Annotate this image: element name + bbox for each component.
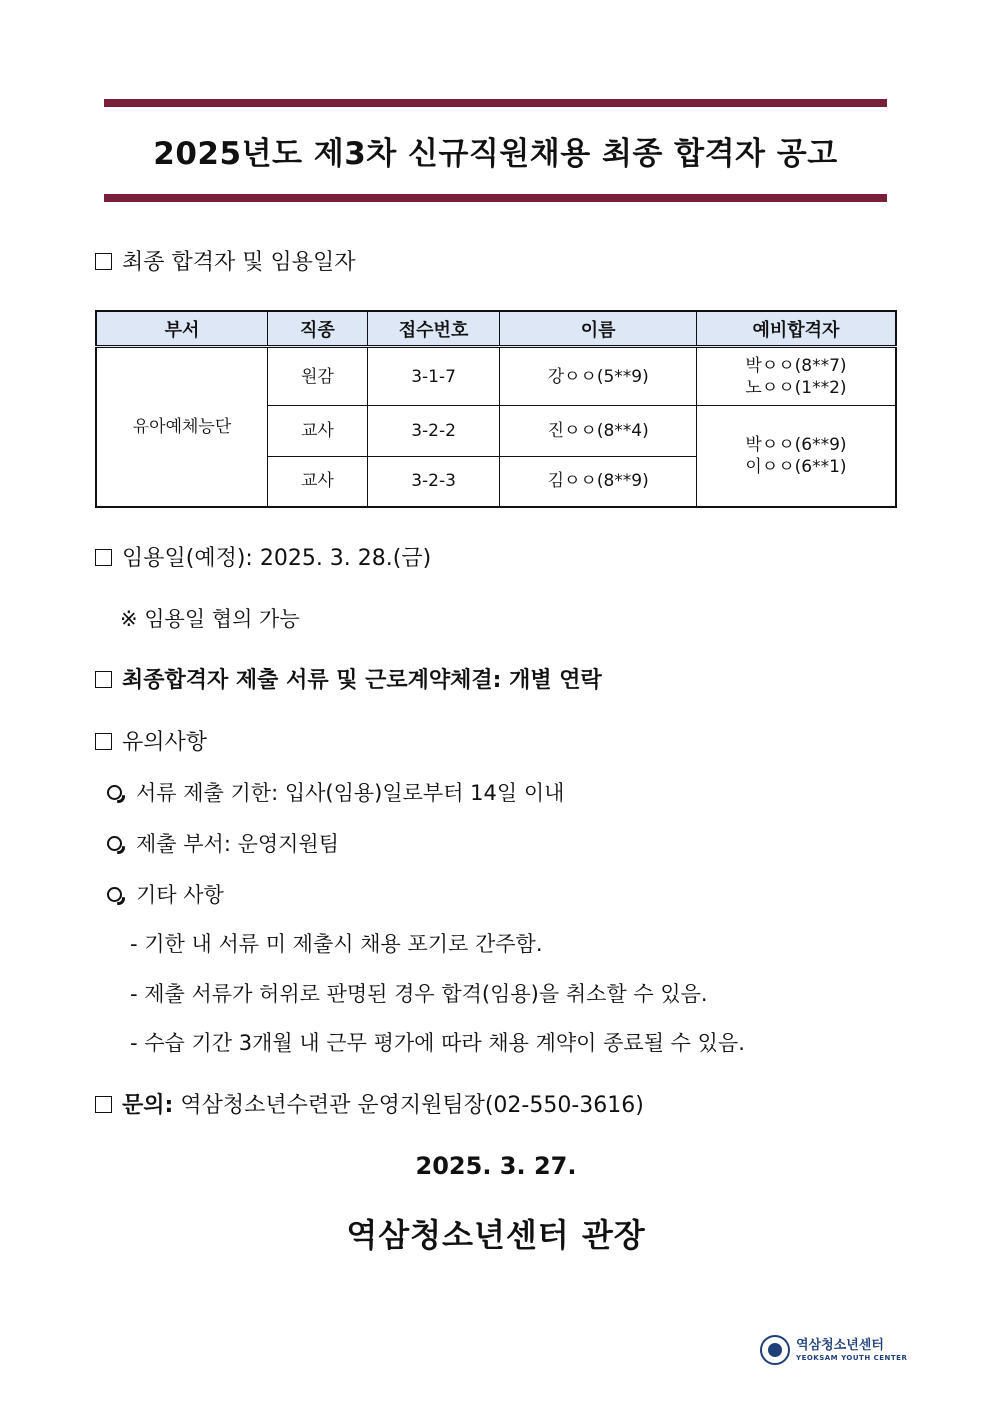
section-notes [95, 725, 207, 756]
announcement-date: 2025. 3. 27. [415, 1152, 577, 1180]
job-cell: 원감 [268, 347, 368, 406]
title-top-bar [104, 99, 887, 107]
title-bottom-bar [104, 194, 887, 202]
circle-bullet-icon [107, 785, 122, 800]
section-heading: 임용일(예정): 2025. 3. 28.(금) [122, 546, 432, 571]
signer: 역삼청소년센터 관장 [346, 1216, 646, 1254]
checkbox-icon [95, 733, 112, 750]
section-heading: 유의사항 [122, 730, 208, 755]
table-row [96, 347, 896, 406]
inquiry-text: 역삼청소년수련관 운영지원팀장(02-550-3616) [180, 1093, 644, 1118]
header-number: 접수번호 [367, 311, 500, 347]
name-cell: 강ㅇㅇ(5**9) [500, 347, 697, 406]
name-cell: 김ㅇㅇ(8**9) [500, 457, 697, 507]
sub-note: - 수습 기간 3개월 내 근무 평가에 따라 채용 계약이 종료될 수 있음. [130, 1031, 745, 1055]
job-cell: 교사 [268, 457, 368, 507]
header-name: 이름 [500, 311, 697, 347]
checkbox-icon [95, 671, 112, 688]
number-cell: 3-1-7 [367, 347, 500, 406]
emblem-icon [760, 1335, 790, 1365]
applicants-table [95, 310, 897, 508]
note-item: 서류 제출 기한: 입사(임용)일로부터 14일 이내 [107, 777, 564, 807]
reserve-name: 박ㅇㅇ(8**7) [745, 355, 847, 376]
sub-note: - 제출 서류가 허위로 판명된 경우 합격(임용)을 취소할 수 있음. [130, 982, 708, 1006]
header-job: 직종 [268, 311, 368, 347]
number-cell: 3-2-3 [367, 457, 500, 507]
logo-name-en: YEOKSAM YOUTH CENTER [796, 1353, 908, 1362]
sub-note: - 기한 내 서류 미 제출시 채용 포기로 간주함. [130, 932, 543, 956]
circle-bullet-icon [107, 836, 122, 851]
section-heading: 최종합격자 제출 서류 및 근로계약체결: 개별 연락 [122, 668, 602, 693]
department-cell: 유아예체능단 [96, 347, 268, 507]
reserve-cell [696, 406, 896, 507]
checkbox-icon [95, 549, 112, 566]
reserve-cell [696, 347, 896, 406]
header-reserve: 예비합격자 [696, 311, 896, 347]
appointment-note: ※ 임용일 협의 가능 [120, 607, 300, 631]
section-documents [95, 663, 602, 694]
section-heading: 최종 합격자 및 임용일자 [122, 250, 356, 275]
circle-bullet-icon [107, 887, 122, 902]
section-final-applicants [95, 245, 356, 276]
section-inquiry [95, 1088, 644, 1119]
section-appointment-date [95, 541, 431, 572]
reserve-name: 이ㅇㅇ(6**1) [745, 456, 847, 477]
number-cell: 3-2-2 [367, 406, 500, 457]
checkbox-icon [95, 1096, 112, 1113]
reserve-name: 박ㅇㅇ(6**9) [745, 434, 847, 455]
note-item: 기타 사항 [107, 879, 224, 909]
note-item: 제출 부서: 운영지원팀 [107, 828, 339, 858]
inquiry-label: 문의: [122, 1093, 174, 1118]
name-cell: 진ㅇㅇ(8**4) [500, 406, 697, 457]
header-department: 부서 [96, 311, 268, 347]
job-cell: 교사 [268, 406, 368, 457]
reserve-name: 노ㅇㅇ(1**2) [745, 377, 847, 398]
checkbox-icon [95, 253, 112, 270]
center-logo [760, 1335, 907, 1365]
table-header-row [96, 311, 896, 347]
page-title: 2025년도 제3차 신규직원채용 최종 합격자 공고 [153, 136, 838, 172]
logo-name-kr: 역삼청소년센터 [796, 1337, 884, 1353]
